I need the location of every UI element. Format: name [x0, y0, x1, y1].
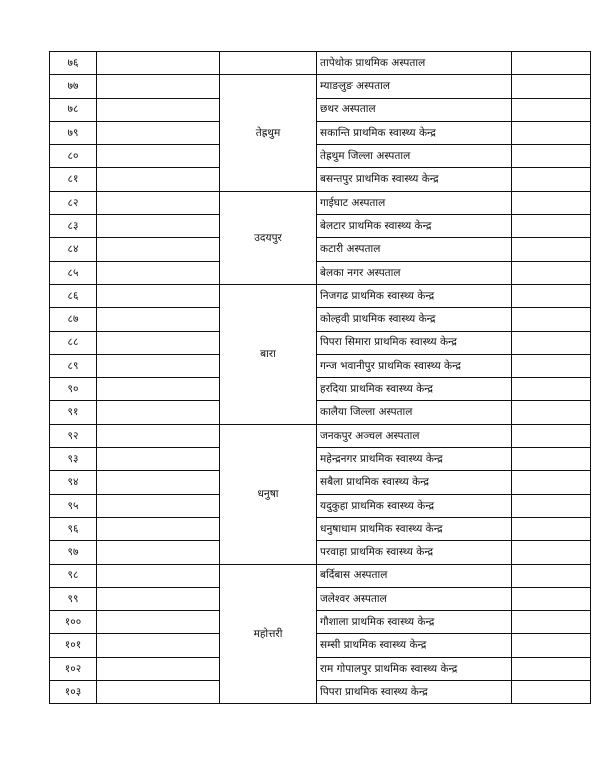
- extra-cell: [512, 98, 591, 121]
- table-row: [50, 471, 591, 494]
- table-row: [50, 354, 591, 377]
- extra-cell: [512, 471, 591, 494]
- serial-number: १०३: [50, 681, 97, 704]
- extra-cell: [512, 401, 591, 424]
- hospital-name: धनुषाधाम प्राथमिक स्वास्थ्य केन्द्र: [317, 517, 512, 540]
- serial-number: ७७: [50, 75, 97, 98]
- province-cell: [97, 238, 220, 261]
- hospital-name: हरदिया प्राथमिक स्वास्थ्य केन्द्र: [317, 378, 512, 401]
- table-row: [50, 98, 591, 121]
- serial-number: ९१: [50, 401, 97, 424]
- table-row: [50, 587, 591, 610]
- district-cell: [220, 52, 317, 75]
- province-cell: [97, 587, 220, 610]
- serial-number: ९८: [50, 564, 97, 587]
- province-cell: [97, 75, 220, 98]
- district-udayapur: उदयपुर: [220, 191, 317, 284]
- province-cell: [97, 681, 220, 704]
- province-cell: [97, 378, 220, 401]
- table-row: [50, 448, 591, 471]
- extra-cell: [512, 261, 591, 284]
- province-cell: [97, 145, 220, 168]
- extra-cell: [512, 215, 591, 238]
- hospital-name: राम गोपालपुर प्राथमिक स्वास्थ्य केन्द्र: [317, 657, 512, 680]
- table-row: [50, 611, 591, 634]
- province-cell: [97, 494, 220, 517]
- serial-number: ८१: [50, 168, 97, 191]
- extra-cell: [512, 494, 591, 517]
- province-cell: [97, 284, 220, 307]
- table-row: [50, 261, 591, 284]
- hospital-name: महेन्द्रनगर प्राथमिक स्वास्थ्य केन्द्र: [317, 448, 512, 471]
- hospital-name: परवाहा प्राथमिक स्वास्थ्य केन्द्र: [317, 541, 512, 564]
- extra-cell: [512, 168, 591, 191]
- hospital-name: निजगढ प्राथमिक स्वास्थ्य केन्द्र: [317, 284, 512, 307]
- province-cell: [97, 611, 220, 634]
- hospital-name: कटारी अस्पताल: [317, 238, 512, 261]
- serial-number: ९६: [50, 517, 97, 540]
- extra-cell: [512, 634, 591, 657]
- serial-number: ८३: [50, 215, 97, 238]
- extra-cell: [512, 657, 591, 680]
- table-row: [50, 75, 591, 98]
- province-cell: [97, 98, 220, 121]
- serial-number: १०१: [50, 634, 97, 657]
- serial-number: ९४: [50, 471, 97, 494]
- extra-cell: [512, 75, 591, 98]
- province-cell: [97, 517, 220, 540]
- province-cell: [97, 471, 220, 494]
- table-row: [50, 121, 591, 144]
- hospital-name: सम्सी प्राथमिक स्वास्थ्य केन्द्र: [317, 634, 512, 657]
- extra-cell: [512, 308, 591, 331]
- table-row: [50, 657, 591, 680]
- extra-cell: [512, 564, 591, 587]
- table-row: [50, 215, 591, 238]
- hospital-name: जलेश्वर अस्पताल: [317, 587, 512, 610]
- table-row: [50, 564, 591, 587]
- extra-cell: [512, 284, 591, 307]
- table-row: [50, 168, 591, 191]
- serial-number: ९५: [50, 494, 97, 517]
- table-row: [50, 378, 591, 401]
- province-cell: [97, 308, 220, 331]
- extra-cell: [512, 52, 591, 75]
- table-row: [50, 308, 591, 331]
- table-row: [50, 52, 591, 75]
- province-cell: [97, 424, 220, 447]
- hospital-name: यदुकुहा प्राथमिक स्वास्थ्य केन्द्र: [317, 494, 512, 517]
- province-cell: [97, 401, 220, 424]
- province-cell: [97, 168, 220, 191]
- extra-cell: [512, 331, 591, 354]
- province-cell: [97, 634, 220, 657]
- table-row: [50, 494, 591, 517]
- serial-number: ८८: [50, 331, 97, 354]
- hospital-name: गन्ज भवानीपुर प्राथमिक स्वास्थ्य केन्द्र: [317, 354, 512, 377]
- province-cell: [97, 261, 220, 284]
- hospital-name: बसन्तपुर प्राथमिक स्वास्थ्य केन्द्र: [317, 168, 512, 191]
- hospital-name: पिपरा सिमारा प्राथमिक स्वास्थ्य केन्द्र: [317, 331, 512, 354]
- hospital-name: गाईघाट अस्पताल: [317, 191, 512, 214]
- hospital-name: कोल्हवी प्राथमिक स्वास्थ्य केन्द्र: [317, 308, 512, 331]
- hospital-name: तेह्रथुम जिल्ला अस्पताल: [317, 145, 512, 168]
- serial-number: ९९: [50, 587, 97, 610]
- province-cell: [97, 215, 220, 238]
- hospital-name: बर्दिबास अस्पताल: [317, 564, 512, 587]
- serial-number: ७९: [50, 121, 97, 144]
- extra-cell: [512, 424, 591, 447]
- serial-number: ८६: [50, 284, 97, 307]
- hospital-name: सकान्ति प्राथमिक स्वास्थ्य केन्द्र: [317, 121, 512, 144]
- extra-cell: [512, 145, 591, 168]
- table-row: [50, 541, 591, 564]
- hospital-name: छथर अस्पताल: [317, 98, 512, 121]
- extra-cell: [512, 541, 591, 564]
- hospital-name: तापेथोक प्राथमिक अस्पताल: [317, 52, 512, 75]
- province-cell: [97, 657, 220, 680]
- hospital-list-table: [49, 51, 591, 704]
- table-row: [50, 681, 591, 704]
- table-row: [50, 331, 591, 354]
- province-cell: [97, 448, 220, 471]
- extra-cell: [512, 611, 591, 634]
- serial-number: ८९: [50, 354, 97, 377]
- table-row: [50, 145, 591, 168]
- serial-number: ८२: [50, 191, 97, 214]
- hospital-name: सबैला प्राथमिक स्वास्थ्य केन्द्र: [317, 471, 512, 494]
- extra-cell: [512, 517, 591, 540]
- extra-cell: [512, 681, 591, 704]
- extra-cell: [512, 448, 591, 471]
- province-cell: [97, 331, 220, 354]
- serial-number: ८०: [50, 145, 97, 168]
- table-row: [50, 517, 591, 540]
- extra-cell: [512, 587, 591, 610]
- serial-number: ८७: [50, 308, 97, 331]
- serial-number: १०२: [50, 657, 97, 680]
- table-row: [50, 424, 591, 447]
- hospital-name: जनकपुर अञ्चल अस्पताल: [317, 424, 512, 447]
- hospital-name: कालैया जिल्ला अस्पताल: [317, 401, 512, 424]
- district-terhathum: तेह्रथुम: [220, 75, 317, 191]
- district-dhanusha: धनुषा: [220, 424, 317, 564]
- table-row: [50, 238, 591, 261]
- hospital-name: बेलका नगर अस्पताल: [317, 261, 512, 284]
- serial-number: ७८: [50, 98, 97, 121]
- extra-cell: [512, 191, 591, 214]
- province-cell: [97, 354, 220, 377]
- serial-number: ९२: [50, 424, 97, 447]
- extra-cell: [512, 378, 591, 401]
- table-row: [50, 401, 591, 424]
- table-row: [50, 191, 591, 214]
- province-cell: [97, 541, 220, 564]
- serial-number: ८५: [50, 261, 97, 284]
- serial-number: ८४: [50, 238, 97, 261]
- hospital-name: गौशाला प्राथमिक स्वास्थ्य केन्द्र: [317, 611, 512, 634]
- serial-number: १००: [50, 611, 97, 634]
- district-bara: बारा: [220, 284, 317, 424]
- district-mahottari: महोत्तरी: [220, 564, 317, 704]
- hospital-name: म्याङलुङ अस्पताल: [317, 75, 512, 98]
- serial-number: ७६: [50, 52, 97, 75]
- extra-cell: [512, 238, 591, 261]
- province-cell: [97, 52, 220, 75]
- hospital-name: पिपरा प्राथमिक स्वास्थ्य केन्द्र: [317, 681, 512, 704]
- hospital-name: बेलटार प्राथमिक स्वास्थ्य केन्द्र: [317, 215, 512, 238]
- province-cell: [97, 564, 220, 587]
- extra-cell: [512, 121, 591, 144]
- province-cell: [97, 121, 220, 144]
- serial-number: ९३: [50, 448, 97, 471]
- serial-number: ९०: [50, 378, 97, 401]
- table-row: [50, 284, 591, 307]
- serial-number: ९७: [50, 541, 97, 564]
- extra-cell: [512, 354, 591, 377]
- province-cell: [97, 191, 220, 214]
- table-row: [50, 634, 591, 657]
